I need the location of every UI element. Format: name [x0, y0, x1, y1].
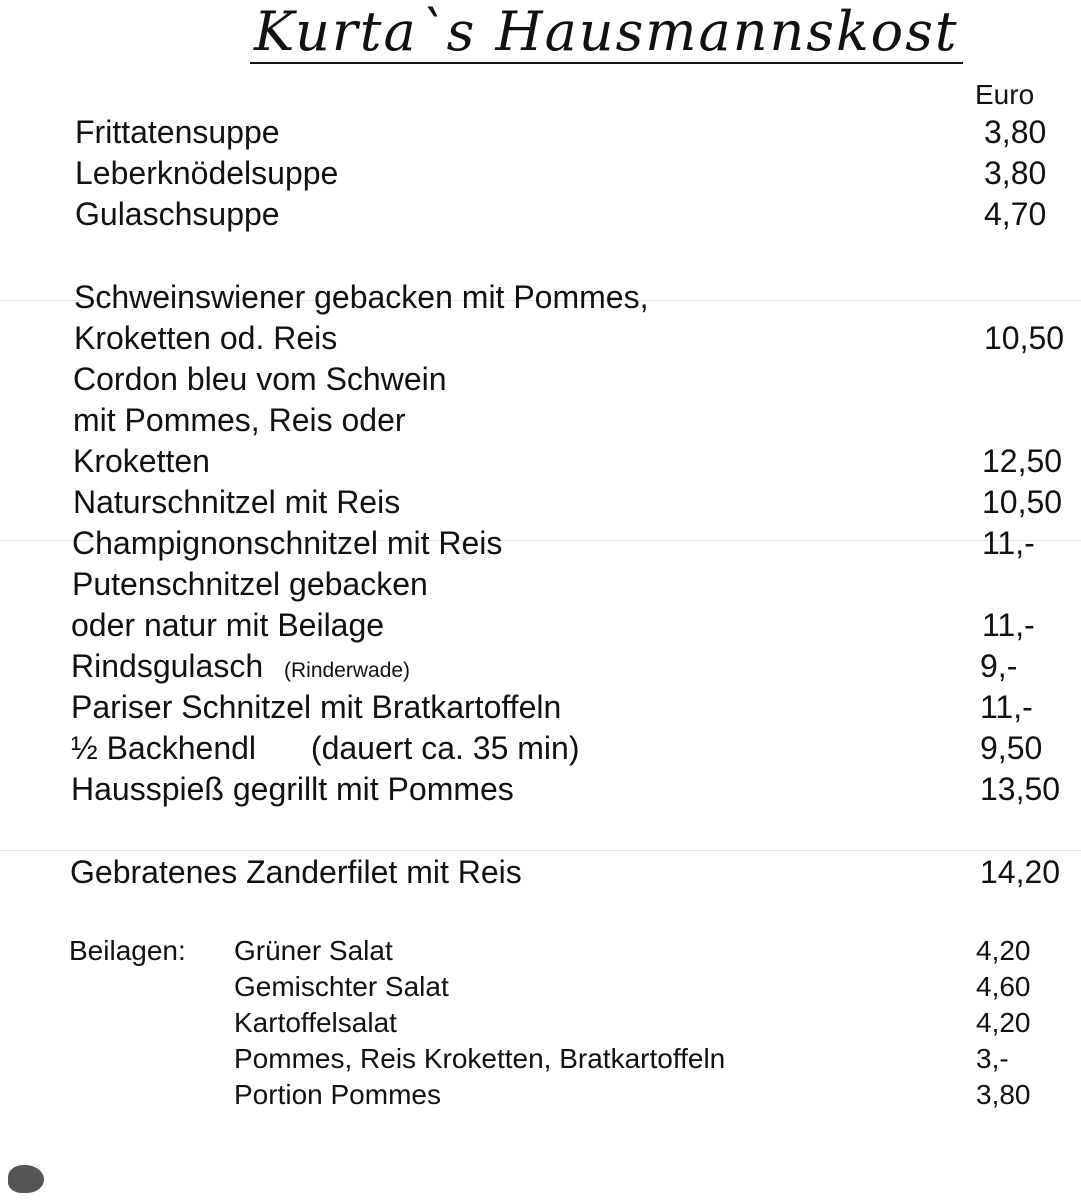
side-item-price: 3,-: [976, 1043, 1009, 1074]
side-item-name: Gemischter Salat: [234, 971, 449, 1002]
ink-blot: [8, 1165, 44, 1193]
menu-item-name: Pariser Schnitzel mit Bratkartoffeln: [71, 689, 562, 725]
menu-item-name: Champignonschnitzel mit Reis: [72, 525, 503, 561]
currency-header: Euro: [975, 79, 1035, 110]
menu-item-price: 11,-: [982, 525, 1035, 561]
menu-item-price: 3,80: [984, 155, 1047, 191]
menu-item-name: Cordon bleu vom Schwein: [73, 361, 447, 397]
side-item-price: 3,80: [976, 1079, 1031, 1110]
menu-item-price: 3,80: [984, 114, 1047, 150]
sides-label: Beilagen:: [69, 935, 186, 966]
menu-item-note: (dauert ca. 35 min): [310, 730, 580, 766]
side-item-name: Portion Pommes: [234, 1079, 441, 1110]
menu-item-name: [71, 646, 410, 691]
menu-item-price: 4,70: [984, 196, 1047, 232]
menu-item-note: (Rinderwade): [284, 659, 411, 682]
menu-item-price: 10,50: [984, 320, 1065, 356]
side-item-price: 4,60: [976, 971, 1031, 1002]
menu-item-name: Naturschnitzel mit Reis: [73, 484, 401, 520]
menu-item-name: [71, 728, 579, 768]
menu-item-name: Kroketten: [73, 443, 210, 479]
menu-item-name: Putenschnitzel gebacken: [72, 566, 428, 602]
menu-item-name: oder natur mit Beilage: [71, 607, 385, 643]
side-item-name: Pommes, Reis Kroketten, Bratkartoffeln: [234, 1043, 726, 1074]
menu-item-name: Gulaschsuppe: [75, 196, 280, 232]
side-item-price: 4,20: [976, 935, 1031, 966]
menu-title: Kurta`s Hausmannskost: [250, 2, 963, 64]
side-item-name: Kartoffelsalat: [234, 1007, 397, 1038]
menu-item-name: Schweinswiener gebacken mit Pommes,: [74, 279, 649, 315]
menu-item-label: Rindsgulasch: [71, 648, 264, 684]
menu-item-price: 13,50: [980, 771, 1061, 807]
menu-item-name: mit Pommes, Reis oder: [73, 402, 406, 438]
menu-item-price: 10,50: [982, 484, 1063, 520]
menu-item-name: Frittatensuppe: [75, 114, 280, 150]
menu-item-price: 11,-: [982, 607, 1035, 643]
menu-item-name: Kroketten od. Reis: [74, 320, 338, 356]
menu-item-name: Hausspieß gegrillt mit Pommes: [71, 771, 514, 807]
menu-item-price: 9,50: [980, 730, 1043, 766]
menu-item-price: 12,50: [982, 443, 1063, 479]
scan-artifact-line: [0, 850, 1081, 851]
menu-item-label: ½ Backhendl: [71, 730, 257, 766]
menu-item-price: 9,-: [980, 648, 1018, 684]
menu-item-name: Leberknödelsuppe: [75, 155, 339, 191]
menu-item-price: 11,-: [980, 689, 1033, 725]
side-item-price: 4,20: [976, 1007, 1031, 1038]
menu-item-price: 14,20: [980, 854, 1061, 890]
side-item-name: Grüner Salat: [234, 935, 393, 966]
menu-item-name: Gebratenes Zanderfilet mit Reis: [70, 854, 522, 890]
